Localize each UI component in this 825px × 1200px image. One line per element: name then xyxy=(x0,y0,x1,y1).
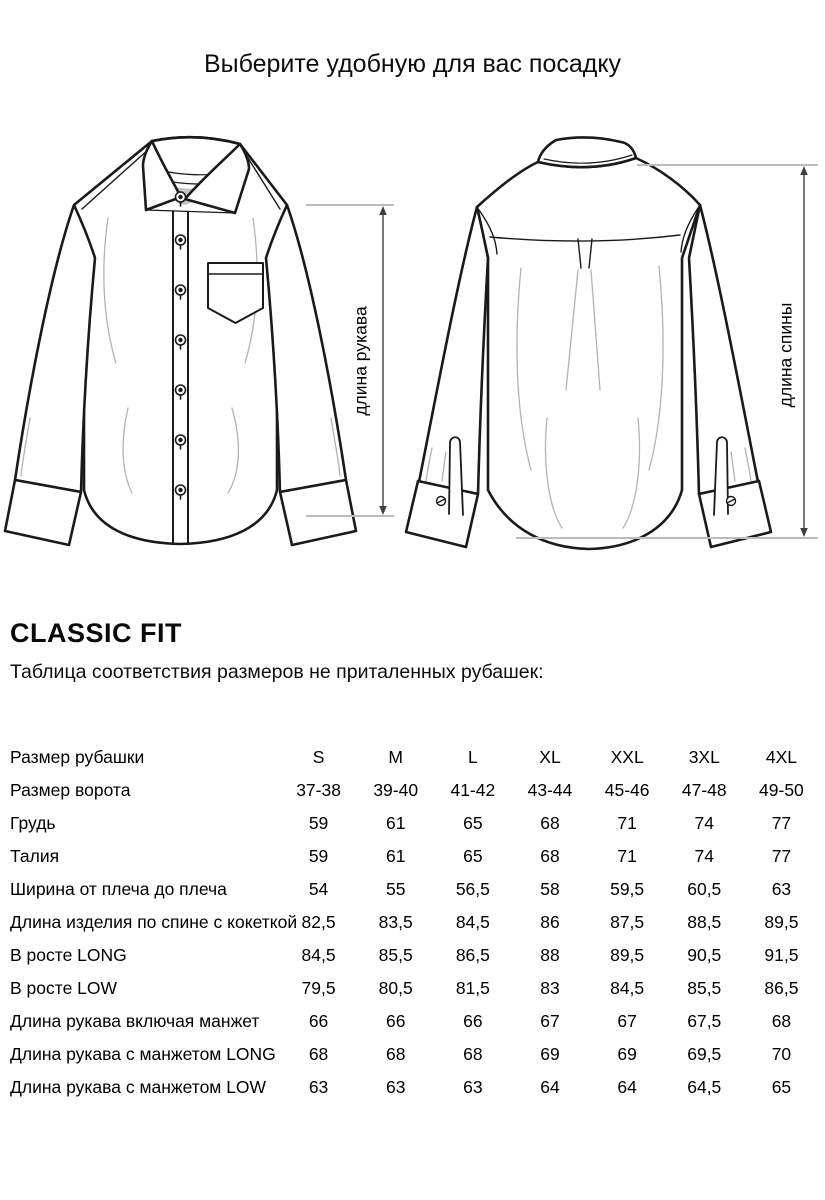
cell-value: 58 xyxy=(540,879,560,899)
cell-value: 69 xyxy=(617,1044,637,1064)
front-right-cuff xyxy=(280,480,356,545)
front-left-sleeve xyxy=(15,205,95,492)
cell-value: 60,5 xyxy=(687,879,722,899)
cell-value: 71 xyxy=(617,813,637,833)
cell-value: 64 xyxy=(540,1077,560,1097)
cell-value: 41-42 xyxy=(450,780,496,800)
table-row xyxy=(10,807,820,840)
back-body xyxy=(477,158,700,549)
table-row xyxy=(10,774,820,807)
back-right-sleeve-placket xyxy=(714,437,728,515)
back-left-cuff xyxy=(406,481,478,547)
table-row xyxy=(10,972,820,1005)
cell-value: 84,5 xyxy=(455,912,490,932)
cell-value: 85,5 xyxy=(378,945,413,965)
cell-value: 68 xyxy=(771,1011,792,1031)
shirt-diagram xyxy=(0,118,825,563)
cell-value: 91,5 xyxy=(764,945,799,965)
cell-value: XXL xyxy=(610,747,644,767)
cell-value: 79,5 xyxy=(301,978,336,998)
cell-value: 63 xyxy=(771,879,792,899)
cell-value: 68 xyxy=(463,1044,483,1064)
cell-value: 54 xyxy=(308,879,329,899)
cell-value: 68 xyxy=(540,846,560,866)
cell-value: 83,5 xyxy=(378,912,413,932)
cell-value: 67 xyxy=(540,1011,560,1031)
cell-value: M xyxy=(388,747,403,767)
cell-value: 68 xyxy=(385,1044,406,1064)
cell-value: 65 xyxy=(463,813,483,833)
cell-value: 84,5 xyxy=(610,978,645,998)
cell-value: 64 xyxy=(617,1077,637,1097)
table-row xyxy=(10,741,820,774)
front-right-sleeve xyxy=(266,205,346,492)
cell-value: 47-48 xyxy=(681,780,727,800)
table-row xyxy=(10,873,820,906)
cell-value: 81,5 xyxy=(455,978,490,998)
cell-value: 88 xyxy=(540,945,560,965)
row-label: Грудь xyxy=(10,813,56,833)
cell-value: XL xyxy=(539,747,561,767)
cell-value: 68 xyxy=(308,1044,329,1064)
cell-value: 69,5 xyxy=(687,1044,722,1064)
row-label: Длина рукава с манжетом LONG xyxy=(10,1044,276,1064)
cell-value: 80,5 xyxy=(378,978,413,998)
cell-value: 68 xyxy=(540,813,560,833)
cell-value: 56,5 xyxy=(455,879,490,899)
cell-value: 63 xyxy=(385,1077,406,1097)
cell-value: 59 xyxy=(308,813,329,833)
table-row xyxy=(10,939,820,972)
cell-value: 63 xyxy=(308,1077,329,1097)
cell-value: 88,5 xyxy=(687,912,722,932)
cell-value: 39-40 xyxy=(373,780,419,800)
cell-value: 65 xyxy=(463,846,483,866)
cell-value: 59,5 xyxy=(610,879,645,899)
row-label: Ширина от плеча до плеча xyxy=(10,879,227,899)
cell-value: 69 xyxy=(540,1044,560,1064)
cell-value: 45-46 xyxy=(604,780,650,800)
row-label: В росте LOW xyxy=(10,978,118,998)
cell-value: 59 xyxy=(308,846,329,866)
row-label: Длина изделия по спине с кокеткой xyxy=(10,912,298,932)
cell-value: L xyxy=(467,747,478,767)
cell-value: 61 xyxy=(385,846,406,866)
row-label: Размер рубашки xyxy=(10,747,145,767)
cell-value: 49-50 xyxy=(759,780,804,800)
front-shirt-drawing xyxy=(5,137,356,545)
row-label: Талия xyxy=(10,846,60,866)
cell-value: 90,5 xyxy=(687,945,722,965)
cell-value: 43-44 xyxy=(527,780,573,800)
table-row xyxy=(10,840,820,873)
cell-value: 77 xyxy=(771,846,792,866)
cell-value: 71 xyxy=(617,846,637,866)
cell-value: S xyxy=(312,747,325,767)
cell-value: 61 xyxy=(385,813,406,833)
cell-value: 89,5 xyxy=(764,912,799,932)
front-left-cuff xyxy=(5,480,81,545)
back-collar xyxy=(538,137,636,167)
back-shirt-drawing xyxy=(406,137,771,549)
cell-value: 66 xyxy=(308,1011,329,1031)
cell-value: 64,5 xyxy=(687,1077,722,1097)
cell-value: 83 xyxy=(540,978,560,998)
cell-value: 4XL xyxy=(765,747,797,767)
cell-value: 67,5 xyxy=(687,1011,722,1031)
cell-value: 86 xyxy=(540,912,560,932)
cell-value: 86,5 xyxy=(455,945,490,965)
cell-value: 86,5 xyxy=(764,978,799,998)
cell-value: 63 xyxy=(463,1077,483,1097)
front-measure-label: длина рукава xyxy=(350,306,371,416)
fit-subtitle: Таблица соответствия размеров не приталенных рубашек: xyxy=(10,661,544,683)
cell-value: 82,5 xyxy=(301,912,336,932)
row-label: Длина рукава с манжетом LOW xyxy=(10,1077,267,1097)
cell-value: 66 xyxy=(463,1011,483,1031)
table-row xyxy=(10,1071,820,1104)
cell-value: 55 xyxy=(385,879,406,899)
cell-value: 67 xyxy=(617,1011,637,1031)
cell-value: 74 xyxy=(694,813,714,833)
cell-value: 70 xyxy=(771,1044,792,1064)
cell-value: 37-38 xyxy=(296,780,341,800)
size-table xyxy=(10,741,820,1104)
cell-value: 77 xyxy=(771,813,792,833)
page-title: Выберите удобную для вас посадку xyxy=(203,50,622,78)
row-label: В росте LONG xyxy=(10,945,127,965)
cell-value: 87,5 xyxy=(610,912,645,932)
cell-value: 74 xyxy=(694,846,714,866)
cell-value: 66 xyxy=(385,1011,406,1031)
fit-heading: CLASSIC FIT xyxy=(10,618,182,648)
cell-value: 84,5 xyxy=(301,945,336,965)
cell-value: 85,5 xyxy=(687,978,722,998)
row-label: Длина рукава включая манжет xyxy=(10,1011,260,1031)
table-row xyxy=(10,1005,820,1038)
cell-value: 89,5 xyxy=(610,945,645,965)
table-row xyxy=(10,906,820,939)
back-left-sleeve-placket xyxy=(449,437,463,515)
table-row xyxy=(10,1038,820,1071)
cell-value: 3XL xyxy=(688,747,720,767)
cell-value: 65 xyxy=(771,1077,792,1097)
row-label: Размер ворота xyxy=(10,780,131,800)
back-measure-label: длина спины xyxy=(775,302,796,408)
